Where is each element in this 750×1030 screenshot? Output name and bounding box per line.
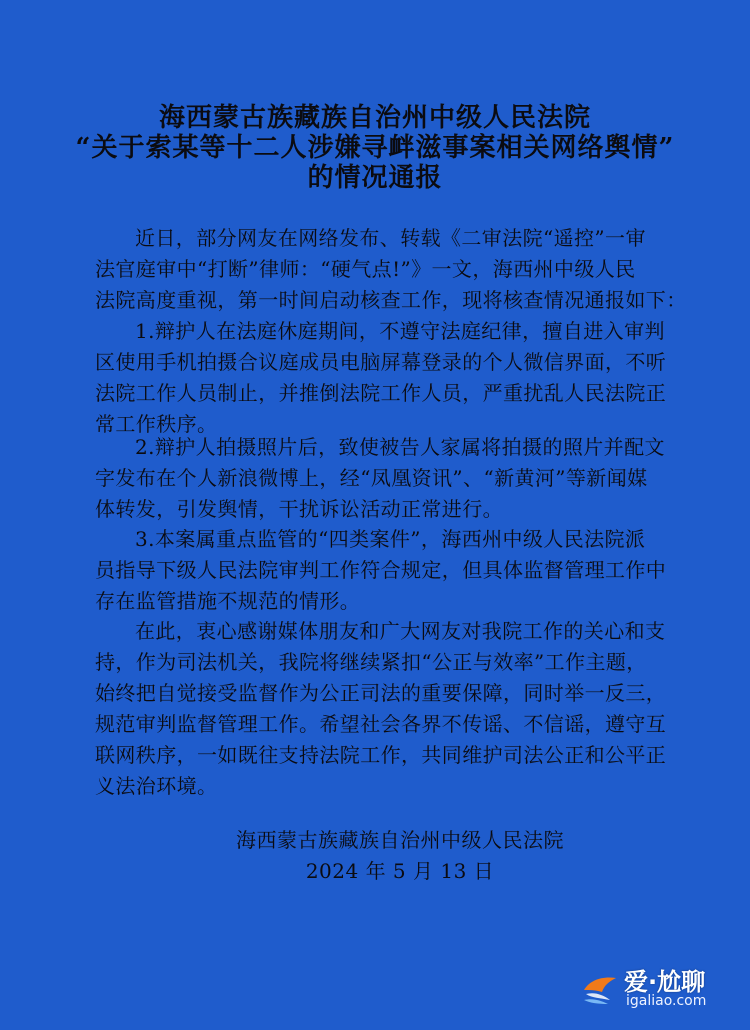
text-line: 字发布在个人新浪微博上，经“凤凰资讯”、“新黄河”等新闻媒 xyxy=(95,466,648,490)
text-line: 1.辩护人在法庭休庭期间，不遵守法庭纪律，擅自进入审判 xyxy=(135,319,665,343)
text-line: 常工作秩序。 xyxy=(95,412,218,436)
text-line: 法院高度重视，第一时间启动核查工作，现将核查情况通报如下： xyxy=(95,288,687,312)
text-line: 法院工作人员制止，并推倒法院工作人员，严重扰乱人民法院正 xyxy=(95,381,667,405)
text-line: 持，作为司法机关，我院将继续紧扣“公正与效率”工作主题， xyxy=(95,650,647,674)
text-line: 法官庭审中“打断”律师：“硬气点!”》一文，海西州中级人民 xyxy=(95,257,636,281)
signature-date: 2024 年 5 月 13 日 xyxy=(305,859,495,883)
text-line: 始终把自觉接受监督作为公正司法的重要保障，同时举一反三， xyxy=(95,681,667,705)
watermark-brand: 爱·尬聊 xyxy=(624,968,706,996)
bird-logo-icon xyxy=(580,968,620,1008)
text-line: 规范审判监督管理工作。希望社会各界不传谣、不信谣，遵守互 xyxy=(95,712,667,736)
title-line-3: 的情况通报 xyxy=(307,163,443,193)
paragraph-intro xyxy=(95,223,687,316)
title-line-1: 海西蒙古族藏族自治州中级人民法院 xyxy=(158,103,591,133)
text-line: 2.辩护人拍摄照片后，致使被告人家属将拍摄的照片并配文 xyxy=(135,435,665,459)
text-line: 体转发，引发舆情，干扰诉讼活动正常进行。 xyxy=(95,497,503,521)
text-line: 近日，部分网友在网络发布、转载《二审法院“遥控”一审 xyxy=(135,226,646,250)
text-line: 联网秩序，一如既往支持法院工作，共同维护司法公正和公平正 xyxy=(95,743,667,767)
signature-court: 海西蒙古族藏族自治州中级人民法院 xyxy=(236,828,564,852)
paragraph-point-2 xyxy=(95,432,665,525)
paragraph-closing xyxy=(95,616,665,802)
title-line-2: “关于索某等十二人涉嫌寻衅滋事案相关网络舆情” xyxy=(75,133,675,163)
text-line: 义法治环境。 xyxy=(95,774,218,798)
watermark xyxy=(580,962,740,1016)
text-line: 3.本案属重点监管的“四类案件”，海西州中级人民法院派 xyxy=(135,527,646,551)
watermark-url: igaliao.com xyxy=(626,993,707,1009)
text-line: 在此，衷心感谢媒体朋友和广大网友对我院工作的关心和支 xyxy=(135,619,666,643)
paragraph-point-1 xyxy=(95,316,665,440)
text-line: 区使用手机拍摄合议庭成员电脑屏幕登录的个人微信界面，不听 xyxy=(95,350,667,374)
text-line: 员指导下级人民法院审判工作符合规定，但具体监督管理工作中 xyxy=(95,558,667,582)
paragraph-point-3 xyxy=(95,524,665,617)
text-line: 存在监管措施不规范的情形。 xyxy=(95,589,361,613)
